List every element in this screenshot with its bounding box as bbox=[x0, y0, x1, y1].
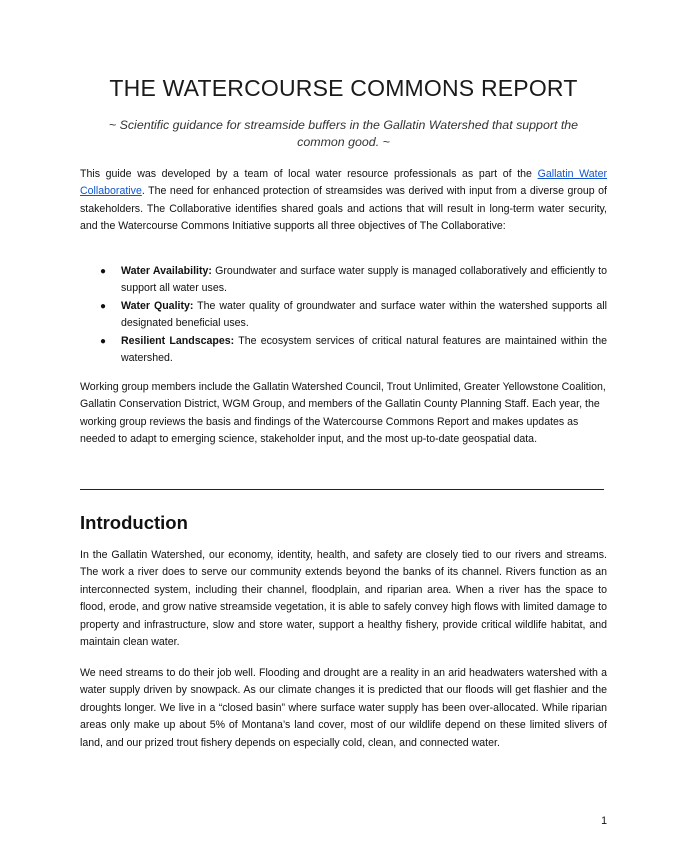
section-divider bbox=[80, 489, 604, 490]
objective-text: The ecosystem services of critical natural features are maintained within the watershed. bbox=[121, 334, 607, 365]
page-number: 1 bbox=[601, 815, 607, 827]
bullet-icon: ● bbox=[100, 300, 107, 312]
gallatin-water-collaborative-link[interactable]: Gallatin Water Collaborative bbox=[80, 168, 607, 198]
section-heading-introduction: Introduction bbox=[80, 512, 188, 533]
objective-label: Resilient Landscapes: bbox=[121, 334, 235, 347]
objectives-list bbox=[80, 263, 607, 367]
objective-text: The water quality of groundwater and surface water within the watershed supports all designated beneficial uses. bbox=[121, 299, 607, 330]
introduction-paragraph: In the Gallatin Watershed, our economy, identity, health, and safety are closely tied to our rivers and streams. The work a river does to serve our community extends beyond the banks of its channel. Rivers function as an interconnected system, including their channel, floodplain, and riparian area. When a river has the space to flood, erode, and grow native streamside vegetation, it is able to safely convey high flows with limited damage to property and infrastructure, slow and store water, support a healthy fishery, provide critical wildlife habitat, and maintain clean water. bbox=[80, 549, 607, 649]
document-subtitle: ~ Scientific guidance for streamside buffers in the Gallatin Watershed that support the common good. ~ bbox=[108, 118, 579, 149]
intro-text-after-link: . The need for enhanced protection of streamsides was derived with input from a diverse group of stakeholders. The Collaborative identifies shared goals and actions that will result in long-term water security, and the Watercourse Commons Initiative supports all three objectives of The Collaborative: bbox=[80, 185, 607, 233]
list-item bbox=[80, 263, 607, 298]
objective-text: Groundwater and surface water supply is managed collaboratively and efficiently to support all water uses. bbox=[121, 265, 607, 295]
introduction-paragraph: We need streams to do their job well. Flooding and drought are a reality in an arid headwaters watershed with a water supply driven by snowpack. As our climate changes it is predicted that our floods will get flashier and the droughts longer. We live in a “closed basin” where surface water supply has been over-allocated. While riparian areas only make up about 5% of Montana’s land cover, most of our wildlife depend on these limited slivers of land, and our prized trout fishery depends on especially cold, clean, and connected water. bbox=[80, 667, 607, 749]
list-item bbox=[80, 298, 607, 333]
working-group-paragraph: Working group members include the Gallatin Watershed Council, Trout Unlimited, Greater Yellowstone Coalition, Gallatin Conservation District, WGM Group, and members of the Gallatin County Planning Staff. Each year, the working group reviews the basis and findings of the Watercourse Commons Report and makes updates as needed to adapt to emerging science, stakeholder input, and the most up-to-date geospatial data. bbox=[80, 381, 606, 446]
list-item bbox=[80, 333, 607, 368]
intro-text-before-link: This guide was developed by a team of local water resource professionals as part of the bbox=[80, 168, 538, 180]
bullet-icon: ● bbox=[100, 335, 107, 347]
objective-label: Water Availability: bbox=[121, 265, 212, 277]
bullet-icon: ● bbox=[100, 266, 107, 277]
objective-label: Water Quality: bbox=[121, 299, 194, 312]
document-title: THE WATERCOURSE COMMONS REPORT bbox=[109, 75, 578, 101]
intro-paragraph bbox=[80, 166, 607, 236]
